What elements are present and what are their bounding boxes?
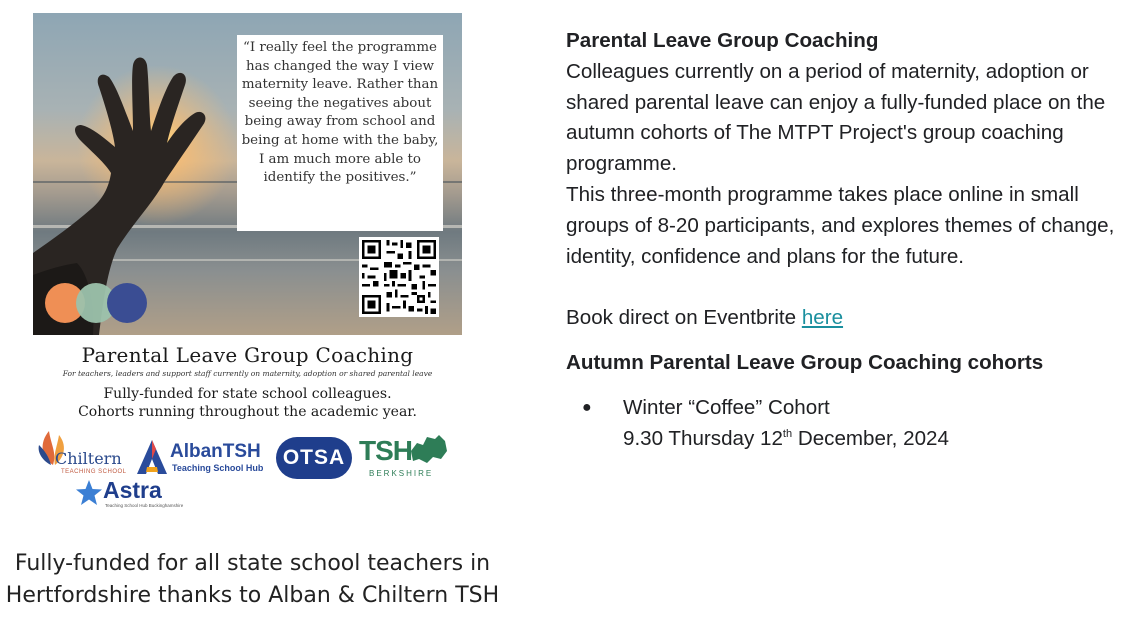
bullet-icon: ● — [582, 398, 592, 416]
testimonial-quote: “I really feel the programme has changed the way I view maternity leave. Rather than seeing the negatives about being away from school and being at home with the baby, I am much more able to identify the positives.” — [237, 35, 443, 231]
content-heading: Parental Leave Group Coaching — [566, 29, 879, 52]
flyer-subtitle: For teachers, leaders and support staff currently on maternity, adoption or shared parental leave — [62, 369, 433, 378]
cohorts-heading: Autumn Parental Leave Group Coaching cohorts — [566, 351, 1044, 375]
caption-line-1: Fully-funded for all state school teachers in — [14, 551, 491, 576]
otsa-name: OTSA — [282, 446, 346, 469]
beach-photo — [33, 13, 462, 335]
funding-caption — [0, 548, 505, 612]
chiltern-logo — [37, 427, 129, 477]
content-column — [566, 26, 1121, 455]
content-paragraph-1: Colleagues currently on a period of maternity, adoption or shared parental leave can enjoy a fully-funded place on the autumn cohorts of The MTPT Project's group coaching programme. — [566, 59, 1106, 176]
cohort-date-prefix: 9.30 Thursday 12 — [623, 426, 783, 450]
qr-code-icon — [359, 237, 439, 317]
tsh-name: TSH — [359, 435, 412, 466]
content-paragraph-2: This three-month programme takes place online in small groups of 8-20 participants, and explores themes of change, identity, confidence and plans for the future. — [566, 182, 1115, 268]
alban-a-icon — [136, 439, 168, 475]
cohort-list — [566, 393, 1121, 455]
alban-sub: Teaching School Hub — [172, 463, 264, 473]
astra-name: Astra — [103, 477, 162, 503]
eventbrite-link[interactable]: here — [801, 306, 844, 330]
star-icon — [75, 479, 103, 507]
cohort-date-suffix: December, 2024 — [792, 426, 949, 450]
flyer-title: Parental Leave Group Coaching — [81, 343, 414, 367]
chiltern-sub: TEACHING SCHOOL — [61, 469, 127, 475]
otsa-logo — [276, 437, 352, 479]
chiltern-name: Chiltern — [55, 449, 122, 468]
astra-sub: Teaching School Hub Buckinghamshire — [105, 503, 184, 508]
flyer-cohorts-line: Cohorts running throughout the academic year. — [78, 404, 417, 420]
alban-name: AlbanTSH — [170, 441, 261, 462]
cohort-date-sup: th — [782, 427, 793, 440]
berkshire-map-icon — [409, 433, 449, 467]
alban-tsh-logo — [136, 439, 268, 479]
flyer-funding-line: Fully-funded for state school colleagues. — [103, 386, 392, 402]
tsh-sub: BERKSHIRE — [369, 469, 434, 478]
list-item — [566, 393, 1121, 455]
astra-logo — [75, 475, 195, 511]
booking-text: Book direct on Eventbrite — [566, 306, 802, 330]
flyer-image — [33, 13, 463, 513]
cohort-name: Winter “Coffee” Cohort — [623, 395, 830, 419]
brand-circles-icon — [43, 281, 153, 325]
caption-line-2: Hertfordshire thanks to Alban & Chiltern TSH — [5, 583, 500, 608]
booking-line — [566, 303, 1121, 334]
cohort-date — [623, 424, 1121, 455]
tsh-berkshire-logo — [359, 433, 451, 483]
